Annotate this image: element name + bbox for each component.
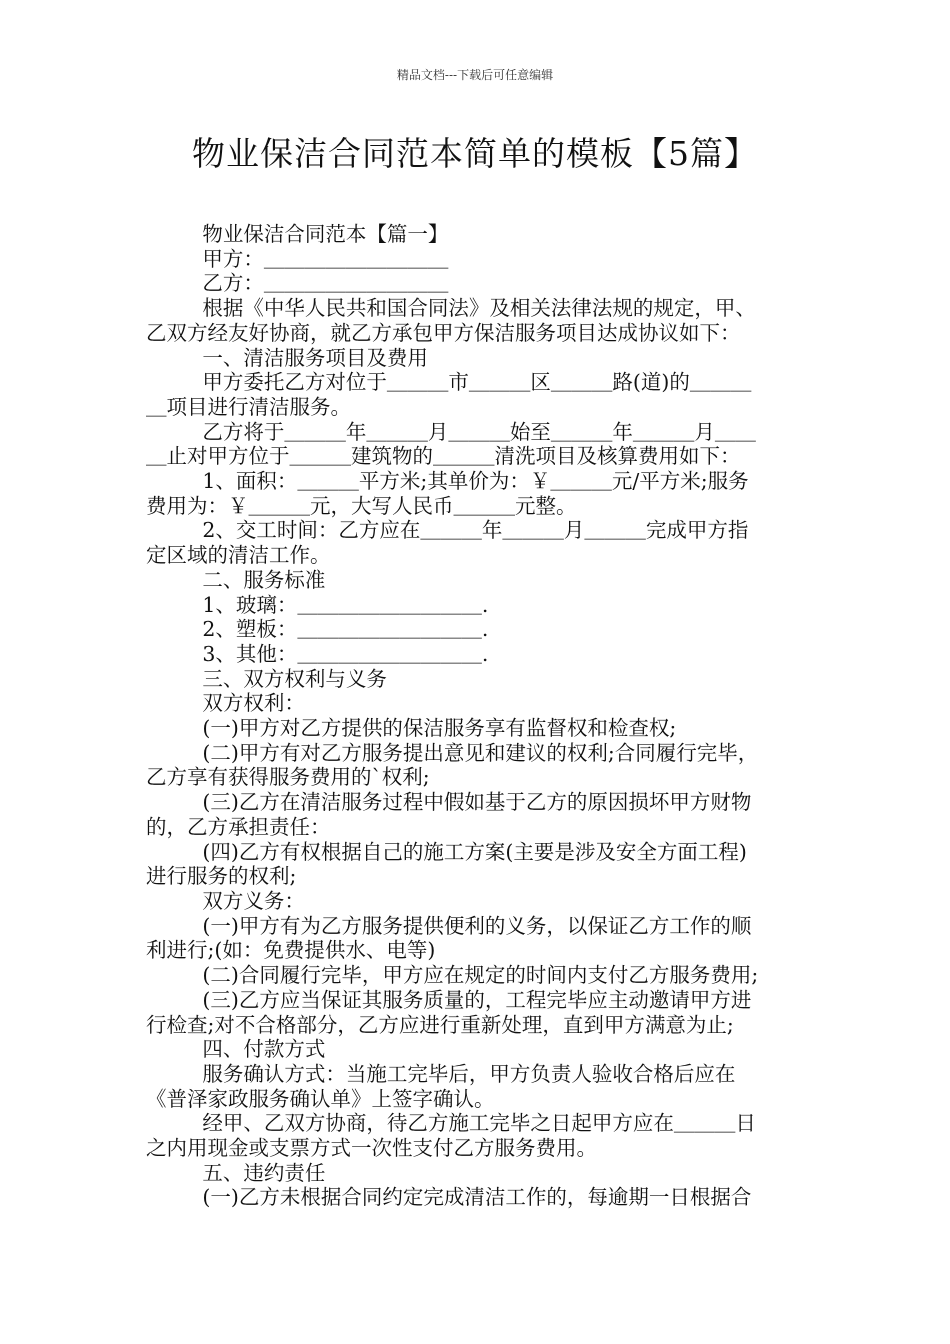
- body-line: 进行服务的权利;: [146, 864, 297, 889]
- body-line: 甲方：＿＿＿＿＿＿＿＿＿: [202, 246, 449, 271]
- body-line: 双方权利：: [202, 691, 305, 716]
- body-line: 物业保洁合同范本【篇一】: [202, 222, 449, 246]
- body-line: 3、其他：＿＿＿＿＿＿＿＿＿.: [202, 641, 489, 666]
- body-line: ＿止对甲方位于＿＿＿建筑物的＿＿＿清洗项目及核算费用如下：: [146, 444, 741, 469]
- body-line: (三)乙方在清洁服务过程中假如基于乙方的原因损坏甲方财物: [202, 790, 752, 815]
- body-line: 《普泽家政服务确认单》上签字确认。: [146, 1086, 495, 1111]
- body-line: 双方义务：: [202, 888, 305, 913]
- body-line: 五、违约责任: [202, 1160, 326, 1185]
- body-line: 1、玻璃：＿＿＿＿＿＿＿＿＿.: [202, 592, 489, 617]
- body-line: 2、交工时间：乙方应在＿＿＿年＿＿＿月＿＿＿完成甲方指: [202, 518, 749, 543]
- body-line: ＿项目进行清洁服务。: [146, 394, 351, 419]
- body-line: 乙方享有获得服务费用的`权利;: [146, 765, 430, 790]
- body-line: 2、塑板：＿＿＿＿＿＿＿＿＿.: [202, 617, 489, 642]
- body-line: 行检查;对不合格部分，乙方应进行重新处理，直到甲方满意为止;: [146, 1012, 734, 1037]
- body-line: 乙方：＿＿＿＿＿＿＿＿＿: [202, 271, 449, 296]
- body-line: 的，乙方承担责任：: [146, 814, 331, 839]
- body-line: (四)乙方有权根据自己的施工方案(主要是涉及安全方面工程): [202, 839, 747, 864]
- body-line: 经甲、乙双方协商，待乙方施工完毕之日起甲方应在＿＿＿日: [202, 1111, 756, 1136]
- body-line: 乙双方经友好协商，就乙方承包甲方保洁服务项目达成协议如下：: [146, 320, 741, 345]
- body-line: (一)甲方有为乙方服务提供便利的义务，以保证乙方工作的顺: [202, 913, 752, 938]
- body-line: (三)乙方应当保证其服务质量的，工程完毕应主动邀请甲方进: [202, 987, 752, 1012]
- body-line: 甲方委托乙方对位于＿＿＿市＿＿＿区＿＿＿路(道)的＿＿＿: [202, 370, 752, 395]
- body-line: 定区域的清洁工作。: [146, 543, 331, 568]
- document-title: 物业保洁合同范本简单的模板【5篇】: [192, 134, 758, 173]
- body-line: (二)合同履行完毕，甲方应在规定的时间内支付乙方服务费用;: [202, 963, 759, 988]
- body-line: 服务确认方式：当施工完毕后，甲方负责人验收合格后应在: [202, 1061, 736, 1086]
- body-line: 二、服务标准: [202, 567, 326, 592]
- body-line: 1、面积：＿＿＿平方米;其单价为：￥＿＿＿元/平方米;服务: [202, 469, 749, 494]
- header-note: 精品文档---下载后可任意编辑: [396, 68, 554, 82]
- body-line: (一)乙方未根据合同约定完成清洁工作的，每逾期一日根据合: [202, 1185, 752, 1210]
- document-body: [146, 222, 818, 1210]
- body-line: 三、双方权利与义务: [202, 666, 387, 691]
- body-line: 一、清洁服务项目及费用: [202, 345, 428, 370]
- body-line: 费用为：￥＿＿＿元，大写人民币＿＿＿元整。: [146, 493, 577, 518]
- body-line: 利进行;(如：免费提供水、电等): [146, 938, 436, 963]
- body-line: 根据《中华人民共和国合同法》及相关法律法规的规定，甲、: [202, 296, 756, 321]
- body-line: (一)甲方对乙方提供的保洁服务享有监督权和检查权;: [202, 716, 677, 741]
- body-line: (二)甲方有对乙方服务提出意见和建议的权利;合同履行完毕，: [202, 740, 759, 765]
- body-line: 四、付款方式: [202, 1037, 326, 1062]
- body-line: 之内用现金或支票方式一次性支付乙方服务费用。: [146, 1136, 597, 1161]
- body-line: 乙方将于＿＿＿年＿＿＿月＿＿＿始至＿＿＿年＿＿＿月＿＿: [202, 419, 756, 444]
